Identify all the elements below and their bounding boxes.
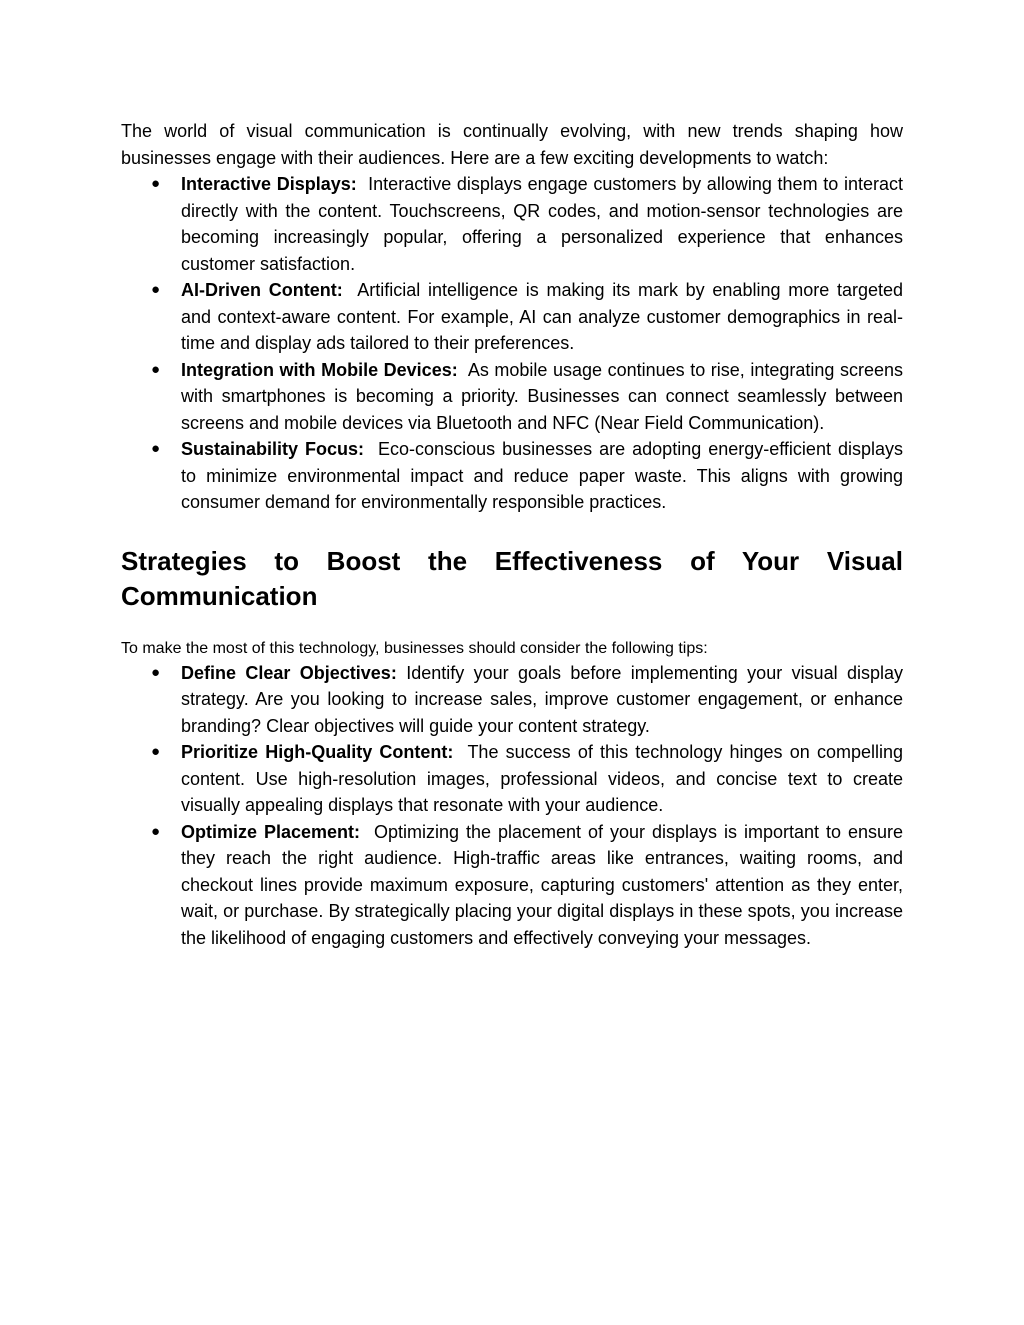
list-item [121, 277, 903, 357]
list-item-text: The success of this technology hinges on compelling content. Use high-resolution images, professional videos, and concise text to create visually appealing displays that resonate with your audience. [181, 742, 903, 815]
list-item [121, 357, 903, 437]
document-page [121, 118, 903, 951]
bullet-icon: ● [151, 281, 161, 298]
bullet-icon: ● [151, 175, 161, 192]
tips-list [121, 660, 903, 952]
list-item-text: Optimizing the placement of your displays is important to ensure they reach the right audience. High-traffic areas like entrances, waiting rooms, and checkout lines provide maximum exposure, capturing customers' attention as they enter, wait, or purchase. By strategically placing your digital displays in these spots, you increase the likelihood of engaging customers and effectively conveying your messages. [181, 821, 903, 948]
list-item-text: Artificial intelligence is making its mark by enabling more targeted and context-aware content. For example, AI can analyze customer demographics in real-time and display ads tailored to their preferences. [181, 280, 903, 353]
list-item-term: Interactive Displays: [181, 174, 357, 194]
list-item-term: Define Clear Objectives: [181, 662, 397, 683]
bullet-icon: ● [151, 663, 161, 681]
intro-paragraph: The world of visual communication is continually evolving, with new trends shaping how businesses engage with their audiences. Here are a few exciting developments to watch: [121, 121, 903, 168]
list-item [121, 819, 903, 952]
section-lead-paragraph: To make the most of this technology, businesses should consider the following tips: [121, 639, 708, 657]
list-item [121, 171, 903, 277]
list-item-term: Prioritize High-Quality Content: [181, 742, 454, 762]
list-item-text: Interactive displays engage customers by allowing them to interact directly with the content. Touchscreens, QR codes, and motion-sensor technologies are becoming increasingly popular, offering a personalized experience that enhances customer satisfaction. [181, 174, 903, 274]
bullet-icon: ● [151, 360, 161, 378]
list-item-term: Integration with Mobile Devices: [181, 359, 458, 380]
list-item-text: As mobile usage continues to rise, integrating screens with smartphones is becoming a priority. Businesses can connect seamlessly between screens and mobile devices via Bluetooth and NFC (Near Field Communication). [181, 359, 903, 433]
list-item [121, 739, 903, 819]
trends-list [121, 171, 903, 516]
list-item-text: Eco-conscious businesses are adopting energy-efficient displays to minimize environmental impact and reduce paper waste. This aligns with growing consumer demand for environmentally responsible practices. [181, 439, 903, 512]
list-item-term: AI-Driven Content: [181, 280, 343, 300]
bullet-icon: ● [151, 822, 161, 840]
bullet-icon: ● [151, 440, 161, 457]
list-item-text: Identify your goals before implementing your visual display strategy. Are you looking to increase sales, improve customer engagement, or enhance branding? Clear objectives will guide your content strategy. [181, 662, 903, 736]
list-item [121, 660, 903, 740]
list-item-term: Optimize Placement: [181, 821, 361, 842]
section-heading: Strategies to Boost the Effectiveness of Your Visual Communication [121, 545, 903, 611]
bullet-icon: ● [151, 743, 161, 760]
list-item-term: Sustainability Focus: [181, 439, 365, 459]
list-item [121, 436, 903, 516]
